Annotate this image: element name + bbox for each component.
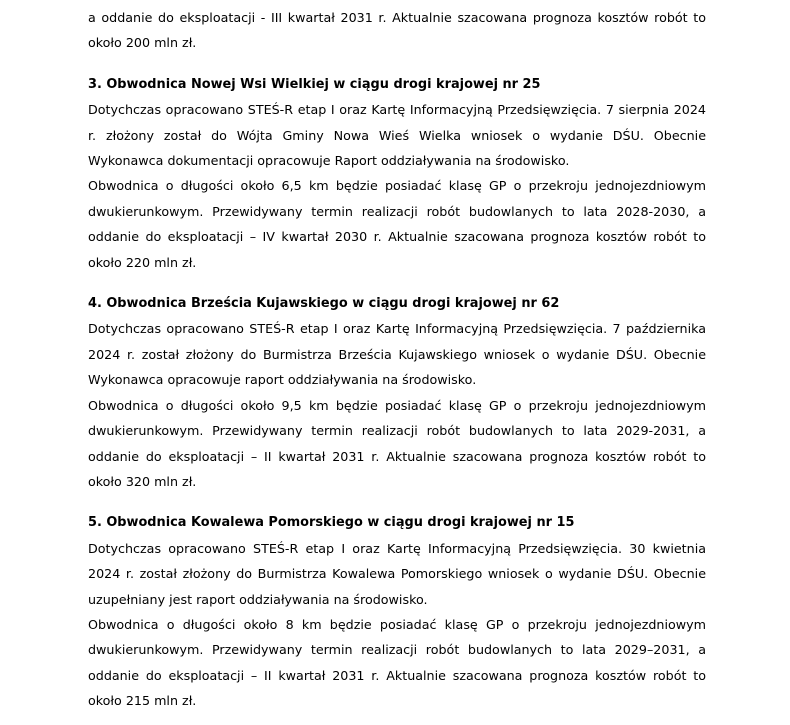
section-heading: 4. Obwodnica Brześcia Kujawskiego w ciągu drogi krajowej nr 62 <box>88 296 560 312</box>
continuation-paragraph: a oddanie do eksploatacji - III kwartał 2031 r. Aktualnie szacowana prognoza kosztów robót to około 200 mln zł. <box>88 10 706 51</box>
section-paragraph: Dotychczas opracowano STEŚ-R etap I oraz Kartę Informacyjną Przedsięwzięcia. 30 kwietnia 2024 r. został złożony do Burmistrza Kowalewa Pomorskiego wniosek o wydanie DŚU. Obecnie uzupełniany jest raport oddziaływania na środowisko. <box>88 540 706 607</box>
section-paragraph: Obwodnica o długości około 9,5 km będzie posiadać klasę GP o przekroju jednojezdniowym dwukierunkowym. Przewidywany termin realizacji robót budowlanych to lata 2029-2031, a oddanie do eksploatacji – II kwartał 2031 r. Aktualnie szacowana prognoza kosztów robót to około 320 mln zł. <box>88 397 706 489</box>
section-paragraph: Obwodnica o długości około 8 km będzie posiadać klasę GP o przekroju jednojezdniowym dwukierunkowym. Przewidywany termin realizacji robót budowlanych to lata 2029–2031, a oddanie do eksploatacji – II kwartał 2031 r. Aktualnie szacowana prognoza kosztów robót to około 215 mln zł. <box>88 616 706 709</box>
section-paragraph: Obwodnica o długości około 6,5 km będzie posiadać klasę GP o przekroju jednojezdniowym dwukierunkowym. Przewidywany termin realizacji robót budowlanych to lata 2028-2030, a oddanie do eksploatacji – IV kwartał 2030 r. Aktualnie szacowana prognoza kosztów robót to około 220 mln zł. <box>88 178 706 270</box>
section-heading: 5. Obwodnica Kowalewa Pomorskiego w ciągu drogi krajowej nr 15 <box>88 515 575 531</box>
section-bypass-brzesc-kujawski <box>88 291 706 494</box>
section-paragraph: Dotychczas opracowano STEŚ-R etap I oraz Kartę Informacyjną Przedsięwzięcia. 7 sierpnia 2024 r. złożony został do Wójta Gminy Nowa Wieś Wielka wniosek o wydanie DŚU. Obecnie Wykonawca dokumentacji opracowuje Raport oddziaływania na środowisko. <box>88 102 706 169</box>
section-heading: 3. Obwodnica Nowej Wsi Wielkiej w ciągu drogi krajowej nr 25 <box>88 76 541 92</box>
section-bypass-kowalewo-pomorskie <box>88 510 706 713</box>
section-paragraph: Dotychczas opracowano STEŚ-R etap I oraz Kartę Informacyjną Przedsięwzięcia. 7 października 2024 r. został złożony do Burmistrza Brześcia Kujawskiego wniosek o wydanie DŚU. Obecnie Wykonawca opracowuje raport oddziaływania na środowisko. <box>88 321 706 388</box>
section-bypass-nowa-wies-wielka <box>88 72 706 275</box>
